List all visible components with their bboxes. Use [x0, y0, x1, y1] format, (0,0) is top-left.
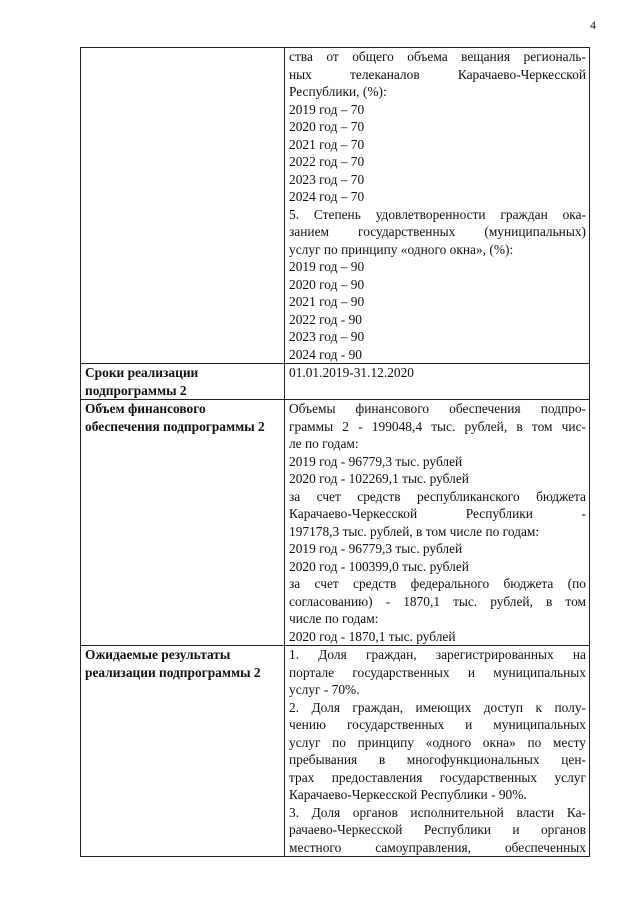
page-number: 4	[590, 18, 596, 32]
content-line: рачаево-Черкесской Республики и органов	[289, 822, 586, 837]
content-line: 01.01.2019-31.12.2020	[289, 365, 414, 380]
content-line: занием государственных (муниципальных)	[289, 224, 586, 239]
content-line: 2022 год – 70	[289, 154, 365, 169]
content-line: ле по годам:	[289, 436, 359, 451]
content-line: граммы 2 - 199048,4 тыс. рублей, в том чис-	[289, 418, 586, 434]
content-line: 2019 год – 70	[289, 101, 365, 117]
content-line: 2020 год - 102269,1 тыс. рублей	[289, 471, 469, 486]
table-row	[81, 400, 590, 646]
content-line: 2019 год - 96779,3 тыс. рублей	[289, 541, 463, 556]
content-line: 2023 год – 90	[289, 329, 365, 344]
content-line: 2021 год – 70	[289, 136, 365, 152]
content-line: 5. Степень удовлетворенности граждан ока-	[289, 206, 586, 222]
content-line: Объемы финансового обеспечения подпро-	[289, 401, 586, 416]
content-line: 2020 год – 70	[289, 119, 365, 134]
content-line: услуг по принципу «одного окна», (%):	[289, 241, 514, 257]
content-line: 2023 год – 70	[289, 171, 365, 187]
content-line: 2019 год - 96779,3 тыс. рублей	[289, 453, 463, 469]
row-label: Объем финансового обеспечения подпрограммы 2	[81, 400, 285, 646]
content-line: услуг по принципу «одного окна» по месту	[289, 734, 586, 750]
content-line: 1. Доля граждан, зарегистрированных на	[289, 647, 586, 662]
content-line: чению государственных и муниципальных	[289, 717, 586, 732]
content-line: ства от общего объема вещания региональ-	[289, 49, 586, 64]
content-line: 2020 год - 100399,0 тыс. рублей	[289, 558, 469, 574]
content-line: трах предоставления государственных услуг	[289, 769, 586, 785]
content-line: 2021 год – 90	[289, 294, 365, 309]
content-line: согласованию) - 1870,1 тыс. рублей, в том	[289, 593, 586, 609]
content-line: за счет средств республиканского бюджета	[289, 488, 586, 504]
content-line: 3. Доля органов исполнительной власти Ка-	[289, 804, 586, 820]
row-content	[285, 48, 590, 364]
content-line: пребывания в многофункциональных цен-	[289, 752, 586, 767]
content-line: 2024 год – 70	[289, 189, 365, 204]
content-line: Республики, (%):	[289, 84, 387, 99]
row-content	[285, 646, 590, 857]
row-content	[285, 364, 590, 400]
row-label: Сроки реализации подпрограммы 2	[81, 364, 285, 400]
content-line: ных телеканалов Карачаево-Черкесской	[289, 66, 586, 82]
content-line: 2020 год - 1870,1 тыс. рублей	[289, 628, 456, 644]
content-line: услуг - 70%.	[289, 682, 360, 697]
table-row	[81, 364, 590, 400]
row-content	[285, 400, 590, 646]
content-line: 2019 год – 90	[289, 259, 365, 274]
content-line: 2022 год - 90	[289, 311, 362, 327]
content-line: Карачаево-Черкесской Республики -	[289, 506, 586, 521]
content-line: 2. Доля граждан, имеющих доступ к полу-	[289, 699, 586, 715]
row-label: Ожидаемые результаты реализации подпрограммы 2	[81, 646, 285, 857]
content-line: числе по годам:	[289, 611, 379, 626]
content-line: Карачаево-Черкесской Республики - 90%.	[289, 787, 527, 802]
row-label	[81, 48, 285, 364]
table-row	[81, 48, 590, 364]
content-line: местного самоуправления, обеспеченных	[289, 839, 586, 855]
content-line: 197178,3 тыс. рублей, в том числе по годам:	[289, 523, 540, 539]
content-line: за счет средств федерального бюджета (по	[289, 576, 586, 591]
content-line: портале государственных и муниципальных	[289, 664, 586, 680]
content-line: 2020 год – 90	[289, 276, 365, 292]
subprogram-passport-table	[80, 47, 590, 857]
table-row	[81, 646, 590, 857]
content-line: 2024 год - 90	[289, 346, 362, 362]
